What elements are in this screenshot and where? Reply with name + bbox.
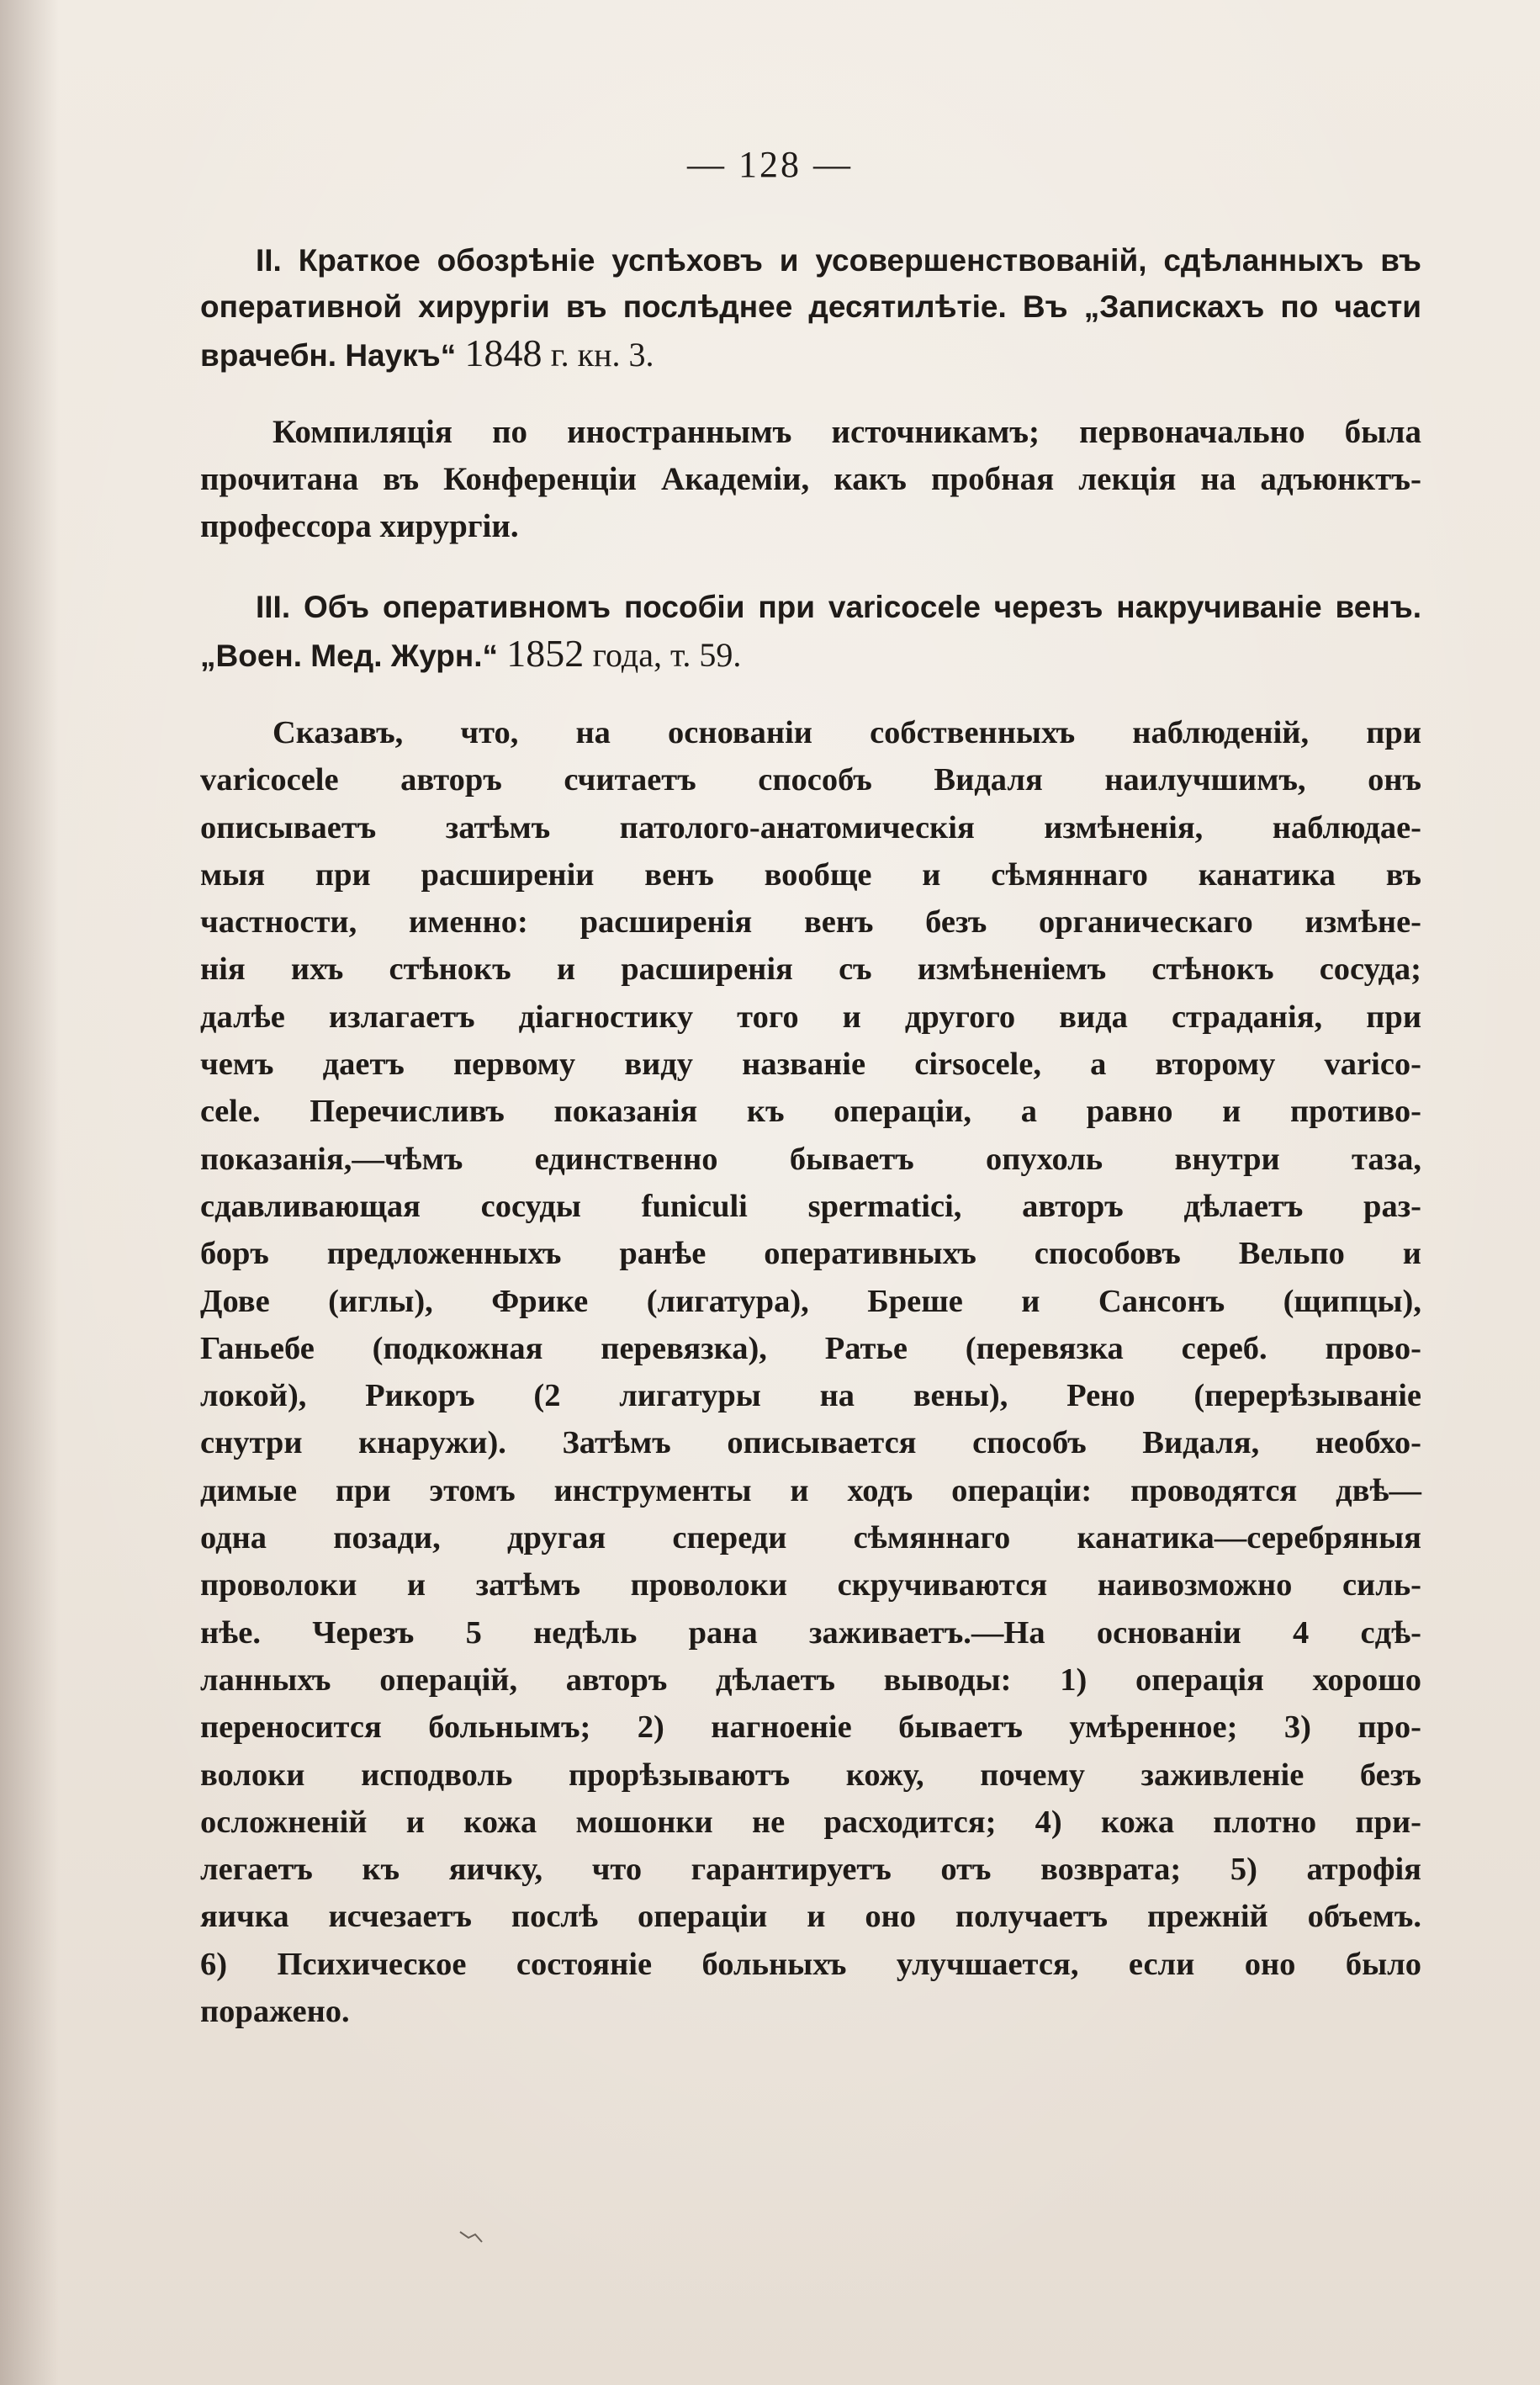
page-content xyxy=(200,237,1421,2035)
body-line: осложненій и кожа мошонки не расходится; 4) кожа плотно при- xyxy=(200,1804,1421,1840)
entry-2-title-text: Краткое обозрѣніе успѣховъ и усовершенствованій, сдѣланныхъ въ оперативной хирургіи въ послѣднее десятилѣтіе. Въ „Запискахъ по части врачебн. Наукъ“ xyxy=(200,243,1421,373)
body-line: varicocele авторъ считаетъ способъ Видаля наилучшимъ, онъ xyxy=(200,762,1421,798)
body-line: сдавливающая сосуды funiculi spermatici, авторъ дѣлаетъ раз- xyxy=(200,1188,1421,1224)
body-line: волоки исподволь прорѣзываютъ кожу, почему заживленіе безъ xyxy=(200,1757,1421,1793)
body-line: Дове (иглы), Фрике (лигатура), Брешe и Сансонъ (щипцы), xyxy=(200,1283,1421,1319)
body-line: боръ предложенныхъ ранѣе оперативныхъ способовъ Вельпо и xyxy=(200,1236,1421,1272)
body-line: нѣе. Черезъ 5 недѣль рана заживаетъ.—На основаніи 4 сдѣ- xyxy=(200,1614,1421,1651)
body-line: яичка исчезаетъ послѣ операціи и оно получаетъ прежній объемъ. xyxy=(200,1899,1421,1935)
body-line: ланныхъ операцій, авторъ дѣлаетъ выводы: 1) операція хорошо xyxy=(200,1662,1421,1698)
body-line: поражено. xyxy=(200,1994,350,2030)
body-line: описываетъ затѣмъ патолого-анатомическія измѣненія, наблюдае- xyxy=(200,809,1421,845)
body-line: проволоки и затѣмъ проволоки скручиваются наивозможно силь- xyxy=(200,1567,1421,1603)
page-number: — 128 — xyxy=(687,144,853,185)
body-line: димые при этомъ инструменты и ходъ операціи: проводятся двѣ— xyxy=(200,1472,1421,1508)
body-line: мыя при расширеніи венъ вообще и сѣмяннаго канатика въ xyxy=(200,856,1421,893)
body-line: нія ихъ стѣнокъ и расширенія съ измѣненіемъ стѣнокъ сосуда; xyxy=(200,951,1421,988)
body-line: локой), Рикоръ (2 лигатуры на вены), Рено (перерѣзываніе xyxy=(200,1378,1421,1414)
entry-2-tail: г. кн. 3. xyxy=(550,336,654,374)
body-line: чемъ даетъ первому виду названіе cirsocele, а второму varico- xyxy=(200,1047,1421,1083)
body-line: легаетъ къ яичку, что гарантируетъ отъ возврата; 5) атрофія xyxy=(200,1852,1421,1888)
entry-3-title-text: Объ оперативномъ пособіи при varicocele черезъ накручиваніе венъ. „Воен. Мед. Журн.“ xyxy=(200,590,1421,673)
entry-2-year: 1848 xyxy=(464,331,542,374)
entry-3-numeral: III. xyxy=(256,590,291,624)
body-line: одна позади, другая спереди сѣмяннаго канатика—серебряныя xyxy=(200,1520,1421,1556)
body-line: Ганьебе (подкожная перевязка), Ратье (перевязка сереб. прово- xyxy=(200,1330,1421,1366)
entry-3-year: 1852 xyxy=(506,632,585,675)
entry-3-tail: года, т. 59. xyxy=(592,636,742,674)
body-line: переносится больнымъ; 2) нагноеніе бываетъ умѣренное; 3) про- xyxy=(200,1709,1421,1746)
body-line: снутри кнаружи). Затѣмъ описывается способъ Видаля, необхо- xyxy=(200,1425,1421,1461)
body-line: частности, именно: расширенія венъ безъ органическаго измѣне- xyxy=(200,904,1421,941)
body-line: далѣе излагаетъ діагностику того и другого вида страданія, при xyxy=(200,999,1421,1035)
entry-3-body xyxy=(200,709,1421,2035)
entry-2-numeral: II. xyxy=(256,243,282,278)
entry-2-title xyxy=(200,237,1421,379)
entry-2-note: Компиляція по иностраннымъ источникамъ; первоначально была прочитана въ Конференціи Академіи, какъ пробная лекція на адъюнктъ-профессора хирургіи. xyxy=(200,414,1421,544)
ink-mark xyxy=(458,2229,484,2245)
body-line: 6) Психическое состояніе больныхъ улучшается, если оно было xyxy=(200,1946,1421,1982)
binding-shadow xyxy=(0,0,59,2385)
body-line: показанія,—чѣмъ единственно бываетъ опухоль внутри таза, xyxy=(200,1141,1421,1177)
body-line: cele. Перечисливъ показанія къ операціи, а равно и противо- xyxy=(200,1094,1421,1130)
body-line: Сказавъ, что, на основаніи собственныхъ наблюденій, при xyxy=(273,715,1421,750)
entry-3-title xyxy=(200,584,1421,679)
